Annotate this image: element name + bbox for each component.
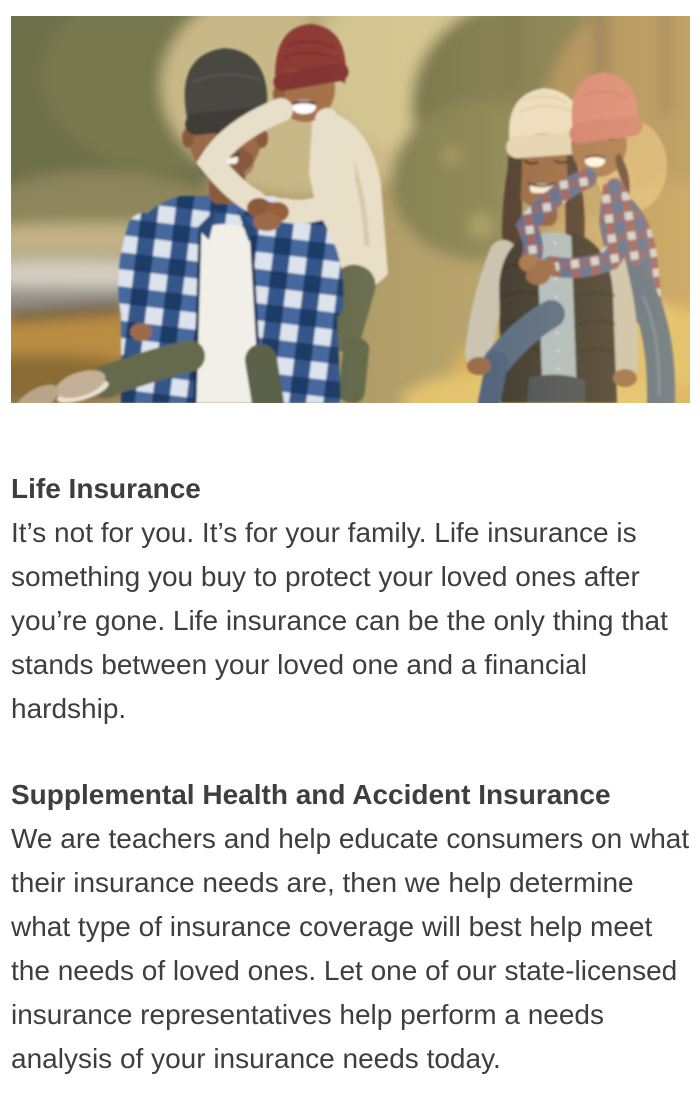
section-supplemental-insurance xyxy=(11,773,694,1081)
life-insurance-body: It’s not for you. It’s for your family. Life insurance is something you buy to protect your loved ones after you’re gone. Life insurance can be the only thing that stands between your loved one and a financial hardship. xyxy=(11,517,668,724)
section-life-insurance xyxy=(11,467,694,731)
page xyxy=(0,16,700,1099)
sunlight-overlay xyxy=(11,16,690,403)
life-insurance-heading: Life Insurance xyxy=(11,473,201,504)
supplemental-insurance-body: We are teachers and help educate consumers on what their insurance needs are, then we help determine what type of insurance coverage will best help meet the needs of loved ones. Let one of our state-licensed insurance representatives help perform a needs analysis of your insurance needs today. xyxy=(11,823,690,1074)
family-photo-illustration xyxy=(11,16,690,403)
supplemental-insurance-heading: Supplemental Health and Accident Insurance xyxy=(11,779,611,810)
family-photo xyxy=(11,16,690,403)
bottom-padding xyxy=(0,1081,700,1099)
content xyxy=(11,467,694,1081)
